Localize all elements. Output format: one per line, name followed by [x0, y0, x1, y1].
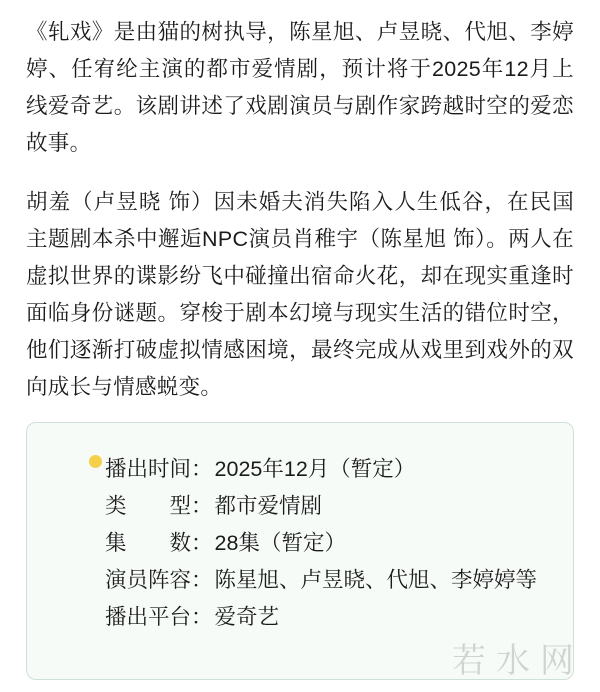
- info-colon: ：: [191, 568, 213, 592]
- info-value: 2025年12月（暂定）: [214, 457, 416, 481]
- watermark: 若水网: [452, 643, 584, 680]
- info-colon: ：: [191, 605, 213, 629]
- info-row-genre: [49, 488, 551, 525]
- info-value: 28集（暂定）: [214, 531, 346, 555]
- bullet-dot-icon: [89, 455, 102, 468]
- synopsis-paragraph: 胡羞（卢昱晓 饰）因未婚夫消失陷入人生低谷，在民国主题剧本杀中邂逅NPC演员肖稚宇（陈星旭 饰）。两人在虚拟世界的谍影纷飞中碰撞出宿命火花，却在现实重逢时面临身份谜题。穿梭于剧本幻境与现实生活的错位时空，他们逐渐打破虚拟情感困境，最终完成从戏里到戏外的双向成长与情感蜕变。: [26, 190, 574, 399]
- info-label: 播出时间: [105, 457, 192, 481]
- info-label: 播出平台: [105, 605, 192, 629]
- info-row-episodes: [49, 525, 551, 562]
- info-value: 陈星旭、卢昱晓、代旭、李婷婷等: [214, 568, 538, 592]
- info-row-cast: [49, 562, 551, 599]
- info-row-air-date: [49, 451, 551, 488]
- info-label: 演员阵容: [105, 568, 192, 592]
- show-info-card: [26, 422, 574, 680]
- info-colon: ：: [191, 531, 213, 555]
- info-value: 都市爱情剧: [214, 494, 323, 518]
- info-value: 爱奇艺: [214, 605, 280, 629]
- info-label: 类 型: [105, 494, 192, 518]
- info-colon: ：: [191, 494, 213, 518]
- intro-paragraph: 《轧戏》是由猫的树执导，陈星旭、卢昱晓、代旭、李婷婷、任宥纶主演的都市爱情剧，预计将于2025年12月上线爱奇艺。该剧讲述了戏剧演员与剧作家跨越时空的爱恋故事。: [26, 20, 574, 155]
- info-row-platform: [49, 599, 551, 636]
- info-colon: ：: [191, 457, 213, 481]
- info-label: 集 数: [105, 531, 192, 555]
